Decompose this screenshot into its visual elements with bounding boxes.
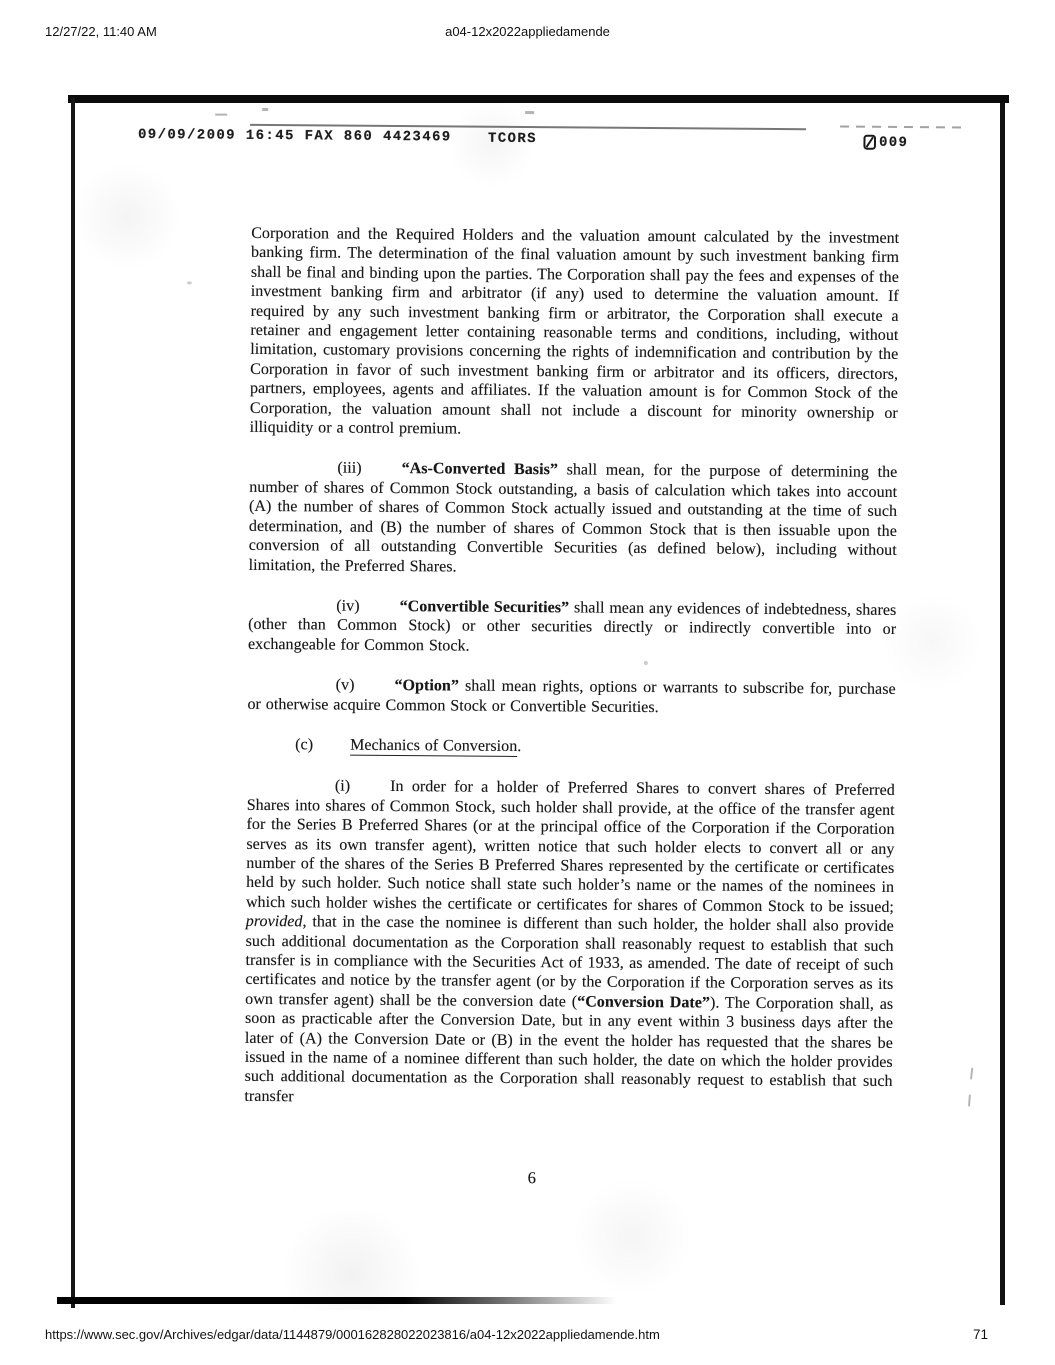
print-header-title: a04-12x2022appliedamende [445,24,610,39]
document-body [244,224,899,1132]
clause-label: (v) [335,676,355,694]
scanned-document-page [70,95,1007,1310]
clause-label: (c) [295,736,314,754]
clause-iv-convertible-securities: (iv) “Convertible Securities” shall mean any evidences of indebtedness, shares (other than Common Stock) or other securities directly or indirectly convertible into or exchangeable for Common Stock. [247,597,897,655]
scan-edge-right [1000,103,1005,1305]
clause-v-option: (v) “Option” shall mean rights, options or warrants to subscribe for, purchase or otherwise acquire Common Stock or Convertible Securities. [247,676,896,716]
scan-page-number: 6 [527,1168,537,1188]
scan-noise-tick [968,1094,971,1106]
scan-content [61,94,1008,1316]
clause-label: (iv) [336,597,360,615]
clause-i-conversion-procedure: (i) In order for a holder of Preferred Shares to convert shares of Preferred Shares into shares of Common Stock, such holder shall provide, at the office of the transfer agent for the Series B Preferred Shares (or at the principal office of the Corporation if the Corporation serves as its own transfer agent), written notice that such holder elects to convert all or any number of the shares of the Series B Preferred Shares represented by the certificate or certificates held by such holder. Such notice shall state such holder’s name or the names of the nominees in which such holder wishes the certificate or certificates for shares of Common Stock to be issued; provided, that in the case the nominee is different than such holder, the holder shall also provide such additional documentation as the Corporation shall reasonably request to establish that such transfer is in compliance with the Securities Act of 1933, as amended. The date of receipt of such certificates and notice by the transfer agent (or by the Corporation if the Corporation serves as its own transfer agent) shall be the conversion date (“Conversion Date”). The Corporation shall, as soon as practicable after the Conversion Date, but in any event within 3 business days after the later of (A) the Conversion Date or (B) in the event the holder has requested that the shares be issued in the name of a nominee different than such holder, the date on which the holder provides such additional documentation as the Corporation shall reasonably request to establish that such transfer [244,777,895,1106]
fax-page-count-value: 009 [878,134,909,151]
scan-noise-dashes [840,125,965,128]
scan-noise-mark [262,108,268,111]
print-footer-page-number: 71 [973,1327,989,1342]
clause-label: (iii) [337,460,362,478]
print-footer-url: https://www.sec.gov/Archives/edgar/data/1144879/000162828022023816/a04-12x2022appliedamende.htm [45,1327,660,1342]
clause-iii-as-converted-basis: (iii) “As-Converted Basis” shall mean, for the purpose of determining the number of shares of Common Stock outstanding, a basis of calculation which takes into account (A) the number of shares of Common Stock actually issued and outstanding at the time of such determination, and (B) the number of shares of Common Stock that is then issuable upon the conversion of all outstanding Convertible Securities (as defined below), including without limitation, the Preferred Shares. [248,460,898,575]
fax-page-count-icon [863,134,877,151]
scan-noise-mark [215,114,227,116]
print-header-datetime: 12/27/22, 11:40 AM [45,24,157,39]
scan-noise-tick [970,1067,973,1079]
fax-header-row [70,124,1007,153]
scan-noise-mark [525,111,534,114]
fax-timestamp-number: 09/09/2009 16:45 FAX 860 4423469 [137,126,452,146]
scan-edge-top [68,95,1009,103]
scan-edge-bottom [57,1297,617,1304]
scan-edge-left [71,97,75,1308]
paragraph-valuation-continuation: Corporation and the Required Holders and the valuation amount calculated by the investment banking firm. The determination of the final valuation amount by such investment banking firm shall be final and binding upon the parties. The Corporation shall pay the fees and expenses of the investment banking firm and arbitrator (if any) used to determine the valuation amount. If required by any such investment banking firm or arbitrator, the Corporation shall execute a retainer and engagement letter containing reasonable terms and conditions, including, without limitation, customary provisions concerning the rights of indemnification and contribution by the Corporation in favor of such investment banking firm or arbitrator and its officers, directors, partners, employees, agents and affiliates. If the valuation amount is for Common Stock of the Corporation, the valuation amount shall not include a discount for minority ownership or illiquidity or a control premium. [249,224,900,438]
scan-noise-speck [187,281,192,284]
scan-noise-speck [644,661,648,665]
heading-c-mechanics-of-conversion: (c) Mechanics of Conversion. [295,736,522,755]
fax-page-counter [863,134,909,151]
fax-sender-name: TCORS [487,130,538,148]
clause-label: (i) [334,777,351,796]
